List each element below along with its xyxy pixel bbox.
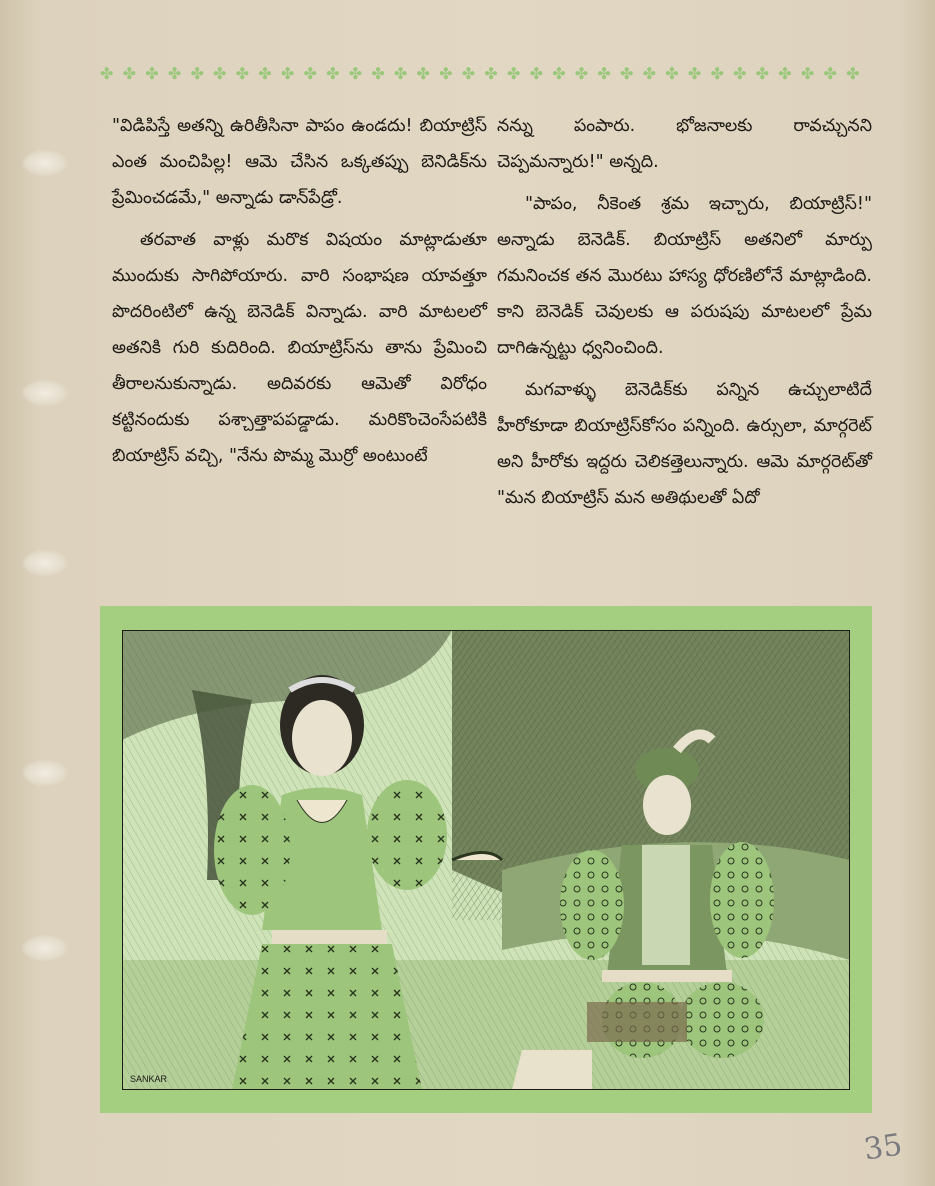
ornament-glyph: ✤ xyxy=(687,64,702,83)
ornament-glyph: ✤ xyxy=(213,64,227,83)
ornament-glyph: ✤ xyxy=(439,64,453,83)
paragraph: నన్ను పంపారు. భోజనాలకు రావచ్చునని చెప్పమన్నారు!" అన్నది. xyxy=(497,116,872,172)
binding-hole xyxy=(22,935,68,961)
ornament-glyph: ✤ xyxy=(529,64,543,83)
ornament-glyph: ✤ xyxy=(393,64,408,83)
ornament-glyph: ✤ xyxy=(167,64,182,83)
ornament-glyph: ✤ xyxy=(235,64,250,83)
paragraph: "విడిపిస్తే అతన్ని ఉరితీసినా పాపం ఉండదు! బియాట్రిస్ ఎంత మంచిపిల్ల! ఆమె చేసిన ఒక్కతప్పు బెనిడిక్‌ను ప్రేమించడమే," అన్నాడు డాన్‌పేడ్రో. xyxy=(112,116,487,208)
ornament-glyph: ✤ xyxy=(800,64,815,83)
ornament-glyph: ✤ xyxy=(597,64,611,83)
left-text-column xyxy=(112,108,487,480)
binding-hole xyxy=(22,760,68,786)
ornament-glyph: ✤ xyxy=(303,64,317,83)
ornament-glyph: ✤ xyxy=(665,64,679,83)
ornament-glyph: ✤ xyxy=(620,64,634,83)
ornament-glyph: ✤ xyxy=(642,64,657,83)
paragraph: "పాపం, నీకెంత శ్రమ ఇచ్చారు, బియాట్రిస్!" అన్నాడు బెనెడిక్. బియాట్రిస్ అతనిలో మార్పు గమనించక తన మొరటు హాస్య ధోరణిలోనే మాట్లాడింది. కాని బెనెడిక్ చెవులకు ఆ పరుషపు మాటలలో ప్రేమ దాగిఉన్నట్టు ధ్వనించింది. xyxy=(497,194,872,358)
binding-hole xyxy=(22,550,68,576)
ornament-glyph: ✤ xyxy=(484,64,498,83)
illustration-drawing xyxy=(122,630,850,1090)
ornament-glyph: ✤ xyxy=(574,64,589,83)
ornament-glyph: ✤ xyxy=(371,64,385,83)
story-illustration xyxy=(100,606,872,1113)
ornament-glyph: ✤ xyxy=(461,64,476,83)
ornament-glyph: ✤ xyxy=(190,64,204,83)
paragraph: తరవాత వాళ్లు మరొక విషయం మాట్లాడుతూ ముందుకు సాగిపోయారు. వారి సంభాషణ యావత్తూ పొదరింటిలో ఉన్న బెనెడిక్ విన్నాడు. వారి మాటలలో అతనికి గురి కుదిరింది. బియాట్రిస్‌ను తాను ప్రేమించి తీరాలనుకున్నాడు. అదివరకు ఆమెతో విరోధం కట్టినందుకు పశ్చాత్తాపపడ్డాడు. మరికొంచెంసేపటికి బియాట్రిస్ వచ్చి, "నేను పొమ్మ మొర్రో అంటుంటే xyxy=(112,230,487,466)
right-text-column xyxy=(497,108,872,522)
binding-hole xyxy=(22,150,68,176)
ornament-glyph: ✤ xyxy=(145,64,159,83)
ornamental-border xyxy=(100,64,860,84)
page-number: 35 xyxy=(861,1127,905,1168)
paragraph: మగవాళ్ళు బెనెడిక్‌కు పన్నిన ఉచ్చులాటిదే హీరోకూడా బియాట్రిస్‌కోసం పన్నింది. ఉర్సులా, మార్గరెట్ అని హీరోకు ఇద్దరు చెలికత్తెలున్నారు. ఆమె మార్గరెట్‌తో "మన బియాట్రిస్ మన అతిథులతో ఏదో xyxy=(497,380,872,508)
artist-signature: SANKAR xyxy=(130,1074,168,1084)
ornament-glyph: ✤ xyxy=(552,64,566,83)
ornament-glyph: ✤ xyxy=(506,64,521,83)
ornament-glyph: ✤ xyxy=(416,64,430,83)
ornament-glyph: ✤ xyxy=(258,64,272,83)
ornament-glyph: ✤ xyxy=(823,64,837,83)
ornament-glyph: ✤ xyxy=(733,64,747,83)
ornament-glyph: ✤ xyxy=(710,64,724,83)
ornament-glyph: ✤ xyxy=(778,64,792,83)
binding-hole xyxy=(22,380,68,406)
ornament-glyph: ✤ xyxy=(280,64,295,83)
ornament-glyph: ✤ xyxy=(348,64,363,83)
ornament-glyph: ✤ xyxy=(122,64,137,83)
ornament-glyph: ✤ xyxy=(326,64,340,83)
ornament-glyph: ✤ xyxy=(846,64,860,83)
ornament-glyph: ✤ xyxy=(100,64,114,83)
ornament-glyph: ✤ xyxy=(755,64,770,83)
